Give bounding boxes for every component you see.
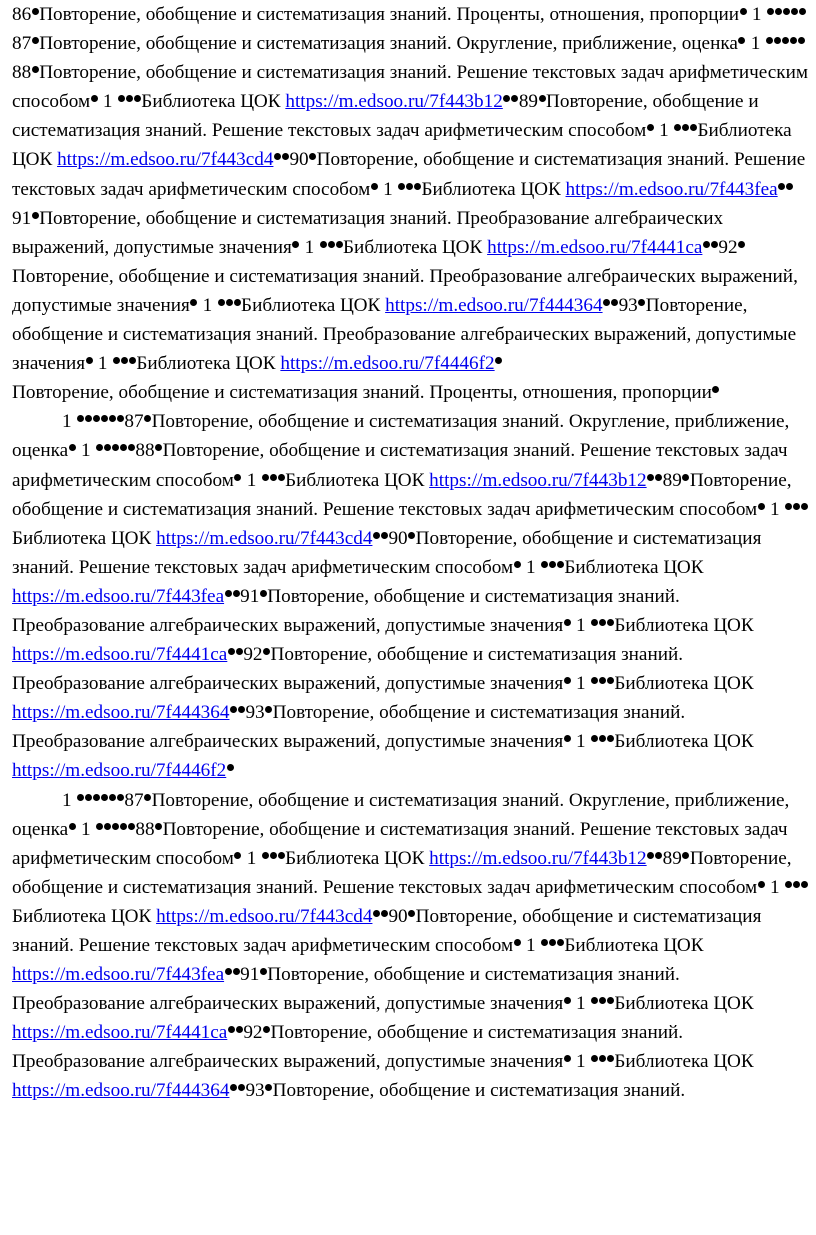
row-hours: 1 (770, 876, 780, 898)
bullet-dot-icon (233, 590, 240, 597)
bullet-dot-icon (260, 968, 267, 975)
resource-link[interactable]: https://m.edsoo.ru/7f4446f2 (280, 353, 495, 375)
bullet-dot-icon (782, 37, 789, 44)
bullet-dot-icon (32, 212, 39, 219)
bullet-dot-icon (225, 968, 232, 975)
bullet-dot-icon (155, 444, 162, 451)
row-number: 87 (124, 411, 144, 433)
resource-link[interactable]: https://m.edsoo.ru/7f443fea (565, 178, 778, 200)
bullet-dot-icon (121, 357, 128, 364)
bullet-dot-icon (774, 37, 781, 44)
row-title: Повторение, обобщение и систематизация знаний. Решение текстовых задач арифметическим способом (12, 440, 788, 491)
bullet-dot-icon (234, 474, 241, 481)
bullet-dot-icon (278, 474, 285, 481)
row-number: 90 (289, 149, 309, 171)
bullet-dot-icon (32, 66, 39, 73)
bullet-dot-icon (101, 794, 108, 801)
bullet-dot-icon (599, 677, 606, 684)
row-hours: 1 (525, 935, 536, 956)
row-title: Повторение, обобщение и систематизация знаний. Преобразование алгебраических выражений, допустимые значения (12, 265, 798, 316)
bullet-dot-icon (93, 415, 100, 422)
row-hours: 1 (102, 91, 113, 113)
row-number: 92 (243, 644, 263, 666)
bullet-dot-icon (236, 648, 243, 655)
bullet-dot-icon (611, 299, 618, 306)
bullet-dot-icon (564, 1055, 571, 1062)
bullet-dot-icon (91, 95, 98, 102)
row-library: Библиотека ЦОК (12, 527, 152, 549)
bullet-dot-icon (129, 357, 136, 364)
row-hours: 1 (770, 498, 780, 520)
row-number: 87 (124, 789, 144, 811)
bullet-dot-icon (228, 648, 235, 655)
row-number: 93 (245, 1080, 265, 1102)
row-number: 89 (518, 91, 538, 113)
bullet-dot-icon (793, 881, 800, 888)
bullet-dot-icon (607, 619, 614, 626)
bullet-dot-icon (607, 735, 614, 742)
bullet-dot-icon (793, 503, 800, 510)
bullet-dot-icon (120, 823, 127, 830)
bullet-dot-icon (262, 852, 269, 859)
bullet-dot-icon (112, 823, 119, 830)
bullet-dot-icon (238, 706, 245, 713)
bullet-dot-icon (328, 241, 335, 248)
bullet-dot-icon (799, 8, 806, 15)
bullet-dot-icon (703, 241, 710, 248)
bullet-dot-icon (104, 444, 111, 451)
bullet-dot-icon (274, 153, 281, 160)
bullet-dot-icon (740, 8, 747, 15)
bullet-dot-icon (234, 852, 241, 859)
bullet-dot-icon (32, 8, 39, 15)
bullet-dot-icon (766, 37, 773, 44)
bullet-dot-icon (155, 823, 162, 830)
row-number: 90 (388, 527, 408, 549)
bullet-dot-icon (93, 794, 100, 801)
bullet-dot-icon (406, 183, 413, 190)
bullet-dot-icon (564, 619, 571, 626)
bullet-dot-icon (144, 415, 151, 422)
row-hours: 1 (62, 789, 72, 811)
row-library: Библиотека ЦОК (12, 905, 152, 927)
bullet-dot-icon (758, 881, 765, 888)
bullet-dot-icon (712, 386, 719, 393)
bullet-dot-icon (225, 590, 232, 597)
bullet-dot-icon (591, 997, 598, 1004)
row-hours: 1 (97, 353, 108, 375)
bullet-dot-icon (607, 677, 614, 684)
bullet-dot-icon (371, 183, 378, 190)
bullet-dot-icon (265, 1084, 272, 1091)
row-title: Повторение, обобщение и систематизация знаний. Решение текстовых задач арифметическим способом (12, 62, 808, 113)
row-title: Повторение, обобщение и систематизация знаний. Решение текстовых задач арифметическим способом (12, 905, 762, 956)
row-hours: 1 (246, 847, 257, 869)
bullet-dot-icon (801, 881, 808, 888)
bullet-dot-icon (557, 939, 564, 946)
row-number: 88 (12, 62, 32, 84)
row-title: Повторение, обобщение и систематизация знаний. Решение текстовых задач арифметическим способом (12, 527, 762, 578)
bullet-dot-icon (233, 968, 240, 975)
row-hours: 1 (246, 469, 257, 491)
bullet-dot-icon (109, 415, 116, 422)
bullet-dot-icon (564, 677, 571, 684)
bullet-dot-icon (791, 8, 798, 15)
row-title: Повторение, обобщение и систематизация знаний. Преобразование алгебраических выражений, допустимые значения (12, 207, 724, 258)
row-hours: 1 (575, 731, 586, 753)
bullet-dot-icon (790, 37, 797, 44)
row-number: 91 (240, 585, 260, 607)
bullet-dot-icon (647, 852, 654, 859)
bullet-dot-icon (190, 299, 197, 306)
row-title: Повторение, обобщение и систематизация знаний. Округление, приближение, оценка (12, 411, 790, 462)
paragraph-2 (12, 378, 812, 785)
row-library: Библиотека ЦОК (564, 556, 704, 578)
bullet-dot-icon (263, 1026, 270, 1033)
bullet-dot-icon (230, 706, 237, 713)
bullet-dot-icon (503, 95, 510, 102)
bullet-dot-icon (414, 183, 421, 190)
resource-link[interactable]: https://m.edsoo.ru/7f4441ca (12, 644, 228, 666)
row-library: Библиотека ЦОК (614, 673, 754, 695)
row-number: 92 (243, 1022, 263, 1044)
bullet-dot-icon (603, 299, 610, 306)
bullet-dot-icon (77, 415, 84, 422)
bullet-dot-icon (128, 444, 135, 451)
bullet-dot-icon (228, 1026, 235, 1033)
bullet-dot-icon (270, 474, 277, 481)
bullet-dot-icon (373, 910, 380, 917)
bullet-dot-icon (539, 95, 546, 102)
resource-link[interactable]: https://m.edsoo.ru/7f444364 (12, 1080, 230, 1102)
bullet-dot-icon (381, 532, 388, 539)
bullet-dot-icon (126, 95, 133, 102)
row-title: Повторение, обобщение и систематизация знаний. Решение текстовых задач арифметическим способом (12, 149, 806, 200)
bullet-dot-icon (234, 299, 241, 306)
row-title: Повторение, обобщение и систематизация знаний. Решение текстовых задач арифметическим способом (12, 818, 788, 869)
bullet-dot-icon (783, 8, 790, 15)
bullet-dot-icon (218, 299, 225, 306)
bullet-dot-icon (109, 794, 116, 801)
bullet-dot-icon (514, 561, 521, 568)
bullet-dot-icon (591, 619, 598, 626)
bullet-dot-icon (549, 561, 556, 568)
bullet-dot-icon (655, 852, 662, 859)
bullet-dot-icon (767, 8, 774, 15)
resource-link[interactable]: https://m.edsoo.ru/7f443fea (12, 964, 225, 986)
row-number: 90 (388, 905, 408, 927)
resource-link[interactable]: https://m.edsoo.ru/7f443cd4 (57, 149, 274, 171)
bullet-dot-icon (711, 241, 718, 248)
bullet-dot-icon (738, 241, 745, 248)
bullet-dot-icon (112, 444, 119, 451)
row-number: 92 (718, 236, 738, 258)
bullet-dot-icon (32, 37, 39, 44)
resource-link[interactable]: https://m.edsoo.ru/7f444364 (12, 702, 230, 724)
row-number: 89 (662, 847, 682, 869)
bullet-dot-icon (549, 939, 556, 946)
document-body (12, 0, 812, 1106)
bullet-dot-icon (118, 95, 125, 102)
bullet-dot-icon (128, 823, 135, 830)
bullet-dot-icon (564, 997, 571, 1004)
bullet-dot-icon (278, 852, 285, 859)
row-hours: 1 (304, 236, 315, 258)
bullet-dot-icon (236, 1026, 243, 1033)
bullet-dot-icon (69, 823, 76, 830)
bullet-dot-icon (682, 474, 689, 481)
resource-link[interactable]: https://m.edsoo.ru/7f443b12 (429, 469, 647, 491)
row-title: Повторение, обобщение и систематизация знаний. Округление, приближение, оценка (12, 789, 790, 840)
bullet-dot-icon (591, 735, 598, 742)
bullet-dot-icon (785, 881, 792, 888)
resource-link[interactable]: https://m.edsoo.ru/7f4441ca (487, 236, 703, 258)
resource-link[interactable]: https://m.edsoo.ru/7f4441ca (12, 1022, 228, 1044)
row-number: 87 (12, 33, 32, 55)
bullet-dot-icon (320, 241, 327, 248)
row-hours: 1 (575, 673, 586, 695)
bullet-dot-icon (96, 823, 103, 830)
row-library: Библиотека ЦОК (285, 847, 425, 869)
row-title: Повторение, обобщение и систематизация знаний. Округление, приближение, оценка (39, 33, 738, 55)
bullet-dot-icon (117, 794, 124, 801)
row-title: Повторение, обобщение и систематизация знаний. Преобразование алгебраических выражений, допустимые значения (12, 1022, 684, 1073)
bullet-dot-icon (557, 561, 564, 568)
bullet-dot-icon (227, 764, 234, 771)
row-library: Библиотека ЦОК (136, 353, 276, 375)
row-number: 88 (135, 440, 155, 462)
row-library: Библиотека ЦОК (614, 993, 754, 1015)
bullet-dot-icon (262, 474, 269, 481)
bullet-dot-icon (292, 241, 299, 248)
resource-link[interactable]: https://m.edsoo.ru/7f443cd4 (156, 527, 373, 549)
bullet-dot-icon (495, 357, 502, 364)
bullet-dot-icon (85, 794, 92, 801)
bullet-dot-icon (96, 444, 103, 451)
row-library: Библиотека ЦОК (614, 1051, 754, 1073)
row-library: Библиотека ЦОК (141, 91, 281, 113)
bullet-dot-icon (738, 37, 745, 44)
bullet-dot-icon (541, 561, 548, 568)
bullet-dot-icon (134, 95, 141, 102)
bullet-dot-icon (591, 677, 598, 684)
bullet-dot-icon (408, 532, 415, 539)
row-number: 89 (662, 469, 682, 491)
row-library: Библиотека ЦОК (421, 178, 561, 200)
resource-link[interactable]: https://m.edsoo.ru/7f443b12 (429, 847, 647, 869)
bullet-dot-icon (599, 997, 606, 1004)
bullet-dot-icon (647, 474, 654, 481)
row-number: 91 (240, 964, 260, 986)
row-number: 91 (12, 207, 32, 229)
bullet-dot-icon (775, 8, 782, 15)
paragraph-3 (12, 786, 812, 1106)
bullet-dot-icon (104, 823, 111, 830)
row-title: Повторение, обобщение и систематизация знаний. Преобразование алгебраических выражений, допустимые значения (12, 294, 797, 375)
bullet-dot-icon (77, 794, 84, 801)
row-hours: 1 (751, 4, 762, 25)
bullet-dot-icon (265, 706, 272, 713)
row-hours: 1 (383, 178, 393, 200)
resource-link[interactable]: https://m.edsoo.ru/7f443b12 (285, 91, 503, 113)
row-hours: 1 (525, 556, 536, 578)
bullet-dot-icon (226, 299, 233, 306)
row-library: Библиотека ЦОК (614, 614, 754, 636)
bullet-dot-icon (564, 735, 571, 742)
bullet-dot-icon (682, 852, 689, 859)
bullet-dot-icon (117, 415, 124, 422)
bullet-dot-icon (336, 241, 343, 248)
row-hours: 1 (62, 411, 72, 433)
row-hours: 1 (81, 440, 91, 462)
row-hours: 1 (575, 1051, 586, 1073)
bullet-dot-icon (647, 124, 654, 131)
row-hours: 1 (575, 993, 586, 1015)
bullet-dot-icon (260, 590, 267, 597)
row-hours: 1 (659, 120, 669, 142)
bullet-dot-icon (599, 619, 606, 626)
resource-link[interactable]: https://m.edsoo.ru/7f443cd4 (156, 905, 373, 927)
bullet-dot-icon (113, 357, 120, 364)
bullet-dot-icon (263, 648, 270, 655)
row-title: Повторение, обобщение и систематизация знаний. Решение текстовых задач арифметическим способом (12, 91, 759, 142)
row-library: Библиотека ЦОК (614, 731, 754, 753)
bullet-dot-icon (86, 357, 93, 364)
paragraph-1 (12, 0, 812, 378)
row-title: Повторение, обобщение и систематизация знаний. Преобразование алгебраических выражений, допустимые значения (12, 964, 680, 1015)
row-library: Библиотека ЦОК (285, 469, 425, 491)
row-title: Повторение, обобщение и систематизация знаний. Преобразование алгебраических выражений, допустимые значения (12, 585, 680, 636)
bullet-dot-icon (282, 153, 289, 160)
row-hours: 1 (575, 614, 586, 636)
row-number: 86 (12, 4, 32, 25)
bullet-dot-icon (101, 415, 108, 422)
bullet-dot-icon (541, 939, 548, 946)
resource-link[interactable]: https://m.edsoo.ru/7f4446f2 (12, 760, 227, 782)
bullet-dot-icon (690, 124, 697, 131)
bullet-dot-icon (599, 1055, 606, 1062)
bullet-dot-icon (785, 503, 792, 510)
row-title: Повторение, обобщение и систематизация знаний. Преобразование алгебраических выражений, допустимые значения (12, 644, 684, 695)
bullet-dot-icon (514, 939, 521, 946)
row-hours: 1 (202, 294, 213, 316)
row-title: Повторение, обобщение и систематизация знаний. Решение текстовых задач арифметическим способом (12, 469, 792, 520)
row-title: Повторение, обобщение и систематизация знаний. Проценты, отношения, пропорции (12, 382, 712, 404)
row-library: Библиотека ЦОК (343, 236, 483, 258)
row-hours: 1 (81, 818, 91, 840)
row-number: 93 (618, 294, 638, 316)
resource-link[interactable]: https://m.edsoo.ru/7f444364 (385, 294, 603, 316)
bullet-dot-icon (270, 852, 277, 859)
bullet-dot-icon (408, 910, 415, 917)
resource-link[interactable]: https://m.edsoo.ru/7f443fea (12, 585, 225, 607)
bullet-dot-icon (655, 474, 662, 481)
row-title: Повторение, обобщение и систематизация знаний. Проценты, отношения, пропорции (39, 4, 740, 25)
bullet-dot-icon (144, 794, 151, 801)
bullet-dot-icon (381, 910, 388, 917)
bullet-dot-icon (786, 183, 793, 190)
bullet-dot-icon (682, 124, 689, 131)
bullet-dot-icon (798, 37, 805, 44)
bullet-dot-icon (69, 444, 76, 451)
bullet-dot-icon (758, 503, 765, 510)
bullet-dot-icon (230, 1084, 237, 1091)
bullet-dot-icon (309, 153, 316, 160)
bullet-dot-icon (599, 735, 606, 742)
bullet-dot-icon (511, 95, 518, 102)
row-library: Библиотека ЦОК (12, 120, 792, 171)
row-number: 88 (135, 818, 155, 840)
bullet-dot-icon (591, 1055, 598, 1062)
bullet-dot-icon (638, 299, 645, 306)
bullet-dot-icon (674, 124, 681, 131)
row-title: Повторение, обобщение и систематизация знаний. Решение текстовых задач арифметическим способом (12, 847, 792, 898)
bullet-dot-icon (85, 415, 92, 422)
bullet-dot-icon (607, 1055, 614, 1062)
bullet-dot-icon (120, 444, 127, 451)
bullet-dot-icon (607, 997, 614, 1004)
row-library: Библиотека ЦОК (241, 294, 381, 316)
bullet-dot-icon (373, 532, 380, 539)
bullet-dot-icon (238, 1084, 245, 1091)
bullet-dot-icon (778, 183, 785, 190)
bullet-dot-icon (398, 183, 405, 190)
row-number: 93 (245, 702, 265, 724)
row-hours: 1 (750, 33, 761, 55)
bullet-dot-icon (801, 503, 808, 510)
row-library: Библиотека ЦОК (564, 935, 704, 956)
row-title: Повторение, обобщение и систематизация знаний. Преобразование алгебраических выражений, допустимые значения (12, 702, 686, 753)
row-title: Повторение, обобщение и систематизация знаний. (272, 1080, 686, 1102)
